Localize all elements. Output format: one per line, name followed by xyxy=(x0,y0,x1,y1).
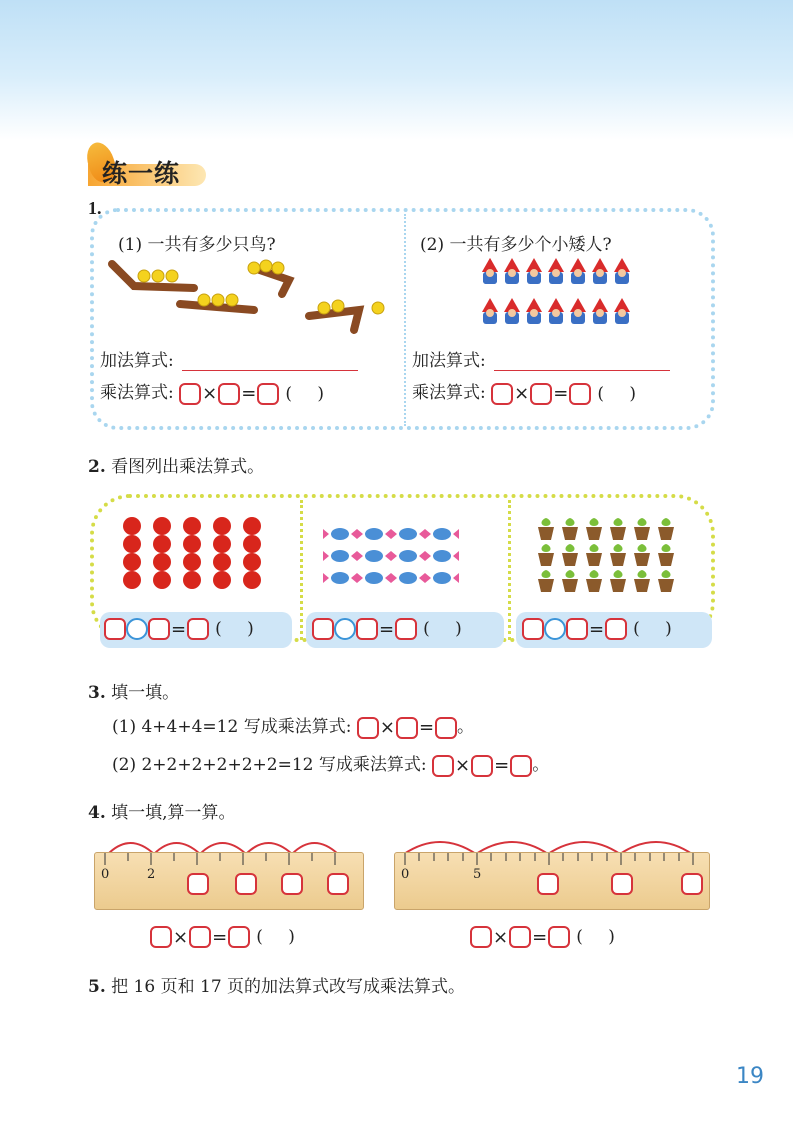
answer-box[interactable] xyxy=(509,926,531,948)
q3-item-label: (2) 2+2+2+2+2+2=12 写成乘法算式: xyxy=(112,755,427,775)
answer-box[interactable] xyxy=(530,383,552,405)
potted-plant-icon xyxy=(658,570,674,592)
answer-box[interactable] xyxy=(104,618,126,640)
candy-icon xyxy=(323,528,357,540)
q2-divider xyxy=(300,500,303,640)
answer-box[interactable] xyxy=(327,873,349,895)
potted-plant-icon xyxy=(610,570,626,592)
potted-plant-icon xyxy=(610,544,626,566)
potted-plant-icon xyxy=(634,544,650,566)
candy-icon xyxy=(391,572,425,584)
candy-icon xyxy=(357,572,391,584)
candy-icon xyxy=(391,528,425,540)
potted-plant-icon xyxy=(538,570,554,592)
unit-paren[interactable]: ( ) xyxy=(256,927,305,947)
q1-left-mul xyxy=(100,378,334,405)
potted-plant-icon xyxy=(586,544,602,566)
section-title-text: 练一练 xyxy=(102,159,181,188)
q4-text: 填一填,算一算。 xyxy=(111,803,236,823)
answer-box[interactable] xyxy=(510,755,532,777)
answer-box[interactable] xyxy=(522,618,544,640)
potted-plant-icon xyxy=(562,570,578,592)
bird-icon xyxy=(212,294,224,306)
q1-right-prompt: (2) 一共有多少个小矮人? xyxy=(420,235,612,255)
equals-sign: = xyxy=(532,926,548,948)
potted-plant-icon xyxy=(634,518,650,540)
q3-item-label: (1) 4+4+4=12 写成乘法算式: xyxy=(112,717,352,737)
bird-icon xyxy=(198,294,210,306)
equals-sign: = xyxy=(494,755,510,776)
potted-plant-icon xyxy=(586,570,602,592)
times-sign: × xyxy=(455,755,471,776)
birds-illustration xyxy=(104,258,404,338)
dwarfs-illustration xyxy=(480,258,640,336)
times-sign: × xyxy=(493,926,509,948)
answer-box[interactable] xyxy=(491,383,513,405)
answer-box[interactable] xyxy=(281,873,303,895)
candy-icon xyxy=(323,550,357,562)
ruler-label-0: 0 xyxy=(101,867,110,882)
bird-icon xyxy=(138,270,150,282)
unit-paren[interactable]: ( ) xyxy=(285,383,334,404)
times-sign: × xyxy=(379,717,395,738)
answer-box[interactable] xyxy=(548,926,570,948)
plants-illustration xyxy=(536,518,686,596)
candy-icon xyxy=(357,528,391,540)
candy-icon xyxy=(425,528,459,540)
add-label: 加法算式: xyxy=(412,351,486,371)
ruler-2 xyxy=(394,852,710,910)
answer-box[interactable] xyxy=(187,618,209,640)
ruler-label-2: 2 xyxy=(147,867,156,882)
add-label: 加法算式: xyxy=(100,351,174,371)
header-band xyxy=(0,0,793,140)
candy-icon xyxy=(425,550,459,562)
answer-box[interactable] xyxy=(569,383,591,405)
bird-icon xyxy=(226,294,238,306)
q4-formula-1 xyxy=(150,926,305,948)
q5-number: 5. xyxy=(88,977,106,997)
candied-haws-icon xyxy=(183,517,201,589)
bird-icon xyxy=(248,262,260,274)
candied-haws-icon xyxy=(243,517,261,589)
candy-icon xyxy=(323,572,357,584)
bird-icon xyxy=(372,302,384,314)
candy-icon xyxy=(391,550,425,562)
q2-answer-strip-3 xyxy=(516,612,712,648)
answer-box[interactable] xyxy=(357,717,379,739)
period: 。 xyxy=(532,755,550,775)
q1-right-mul xyxy=(412,378,646,405)
q4-heading xyxy=(88,798,236,823)
ruler-1 xyxy=(94,852,364,910)
answer-box[interactable] xyxy=(395,618,417,640)
potted-plant-icon xyxy=(658,518,674,540)
answer-box[interactable] xyxy=(432,755,454,777)
unit-paren[interactable]: ( ) xyxy=(633,619,682,639)
answer-line[interactable] xyxy=(494,369,670,371)
candied-haws-icon xyxy=(153,517,171,589)
page-number: 19 xyxy=(736,1064,764,1089)
q3-number: 3. xyxy=(88,683,106,703)
q2-divider xyxy=(508,500,511,640)
unit-paren[interactable]: ( ) xyxy=(597,383,646,404)
q3-item-2 xyxy=(112,750,549,777)
bird-icon xyxy=(166,270,178,282)
q2-number: 2. xyxy=(88,457,106,477)
unit-paren[interactable]: ( ) xyxy=(215,619,264,639)
period: 。 xyxy=(457,717,475,737)
ruler-label-5: 5 xyxy=(473,867,482,882)
answer-box[interactable] xyxy=(150,926,172,948)
answer-box[interactable] xyxy=(179,383,201,405)
equals-sign: = xyxy=(212,926,228,948)
q4-number: 4. xyxy=(88,803,106,823)
answer-box[interactable] xyxy=(187,873,209,895)
potted-plant-icon xyxy=(538,518,554,540)
unit-paren[interactable]: ( ) xyxy=(576,927,625,947)
operator-circle[interactable] xyxy=(126,618,148,640)
answer-box[interactable] xyxy=(537,873,559,895)
answer-box[interactable] xyxy=(356,618,378,640)
mul-label: 乘法算式: xyxy=(100,383,174,403)
q3-item-1 xyxy=(112,712,474,739)
potted-plant-icon xyxy=(658,544,674,566)
q3-heading xyxy=(88,678,179,703)
q1-right-add xyxy=(412,346,670,371)
equals-sign: = xyxy=(241,383,257,404)
section-title xyxy=(88,150,208,188)
operator-circle[interactable] xyxy=(544,618,566,640)
bird-icon xyxy=(260,260,272,272)
answer-box[interactable] xyxy=(228,926,250,948)
candied-haws-icon xyxy=(213,517,231,589)
candied-haws-illustration xyxy=(118,516,268,600)
times-sign: × xyxy=(202,383,218,404)
q2-heading xyxy=(88,452,264,477)
equals-sign: = xyxy=(553,383,569,404)
answer-box[interactable] xyxy=(218,383,240,405)
operator-circle[interactable] xyxy=(334,618,356,640)
q4-formula-2 xyxy=(470,926,625,948)
answer-box[interactable] xyxy=(235,873,257,895)
potted-plant-icon xyxy=(562,518,578,540)
answer-box[interactable] xyxy=(148,618,170,640)
times-sign: × xyxy=(514,383,530,404)
equals-sign: = xyxy=(418,717,435,738)
answer-box[interactable] xyxy=(605,618,627,640)
bird-icon xyxy=(318,302,330,314)
q1-left-prompt: (1) 一共有多少只鸟? xyxy=(118,235,276,255)
answer-box[interactable] xyxy=(257,383,279,405)
q5-text: 把 16 页和 17 页的加法算式改写成乘法算式。 xyxy=(111,977,466,997)
q5-heading xyxy=(88,972,465,997)
equals-sign: = xyxy=(379,618,395,640)
potted-plant-icon xyxy=(586,518,602,540)
unit-paren[interactable]: ( ) xyxy=(423,619,472,639)
answer-line[interactable] xyxy=(182,369,358,371)
answer-box[interactable] xyxy=(435,717,457,739)
bird-icon xyxy=(272,262,284,274)
potted-plant-icon xyxy=(562,544,578,566)
q1-divider xyxy=(404,214,406,426)
candy-icon xyxy=(425,572,459,584)
potted-plant-icon xyxy=(538,544,554,566)
answer-box[interactable] xyxy=(396,717,418,739)
candy-illustration xyxy=(322,524,482,594)
potted-plant-icon xyxy=(610,518,626,540)
bird-icon xyxy=(152,270,164,282)
answer-box[interactable] xyxy=(611,873,633,895)
answer-box[interactable] xyxy=(471,755,493,777)
ruler-label-0: 0 xyxy=(401,867,410,882)
answer-box[interactable] xyxy=(681,873,703,895)
mul-label: 乘法算式: xyxy=(412,383,486,403)
answer-box[interactable] xyxy=(566,618,588,640)
answer-box[interactable] xyxy=(470,926,492,948)
q2-text: 看图列出乘法算式。 xyxy=(111,457,265,477)
equals-sign: = xyxy=(171,618,187,640)
q2-answer-strip-1 xyxy=(100,612,292,648)
bird-icon xyxy=(332,300,344,312)
q2-answer-strip-2 xyxy=(306,612,504,648)
q3-text: 填一填。 xyxy=(111,683,180,703)
q1-number: 1. xyxy=(88,198,102,218)
q1-left-add xyxy=(100,346,358,371)
equals-sign: = xyxy=(589,618,605,640)
candied-haws-icon xyxy=(123,517,141,589)
answer-box[interactable] xyxy=(312,618,334,640)
candy-icon xyxy=(357,550,391,562)
answer-box[interactable] xyxy=(189,926,211,948)
times-sign: × xyxy=(173,926,189,948)
potted-plant-icon xyxy=(634,570,650,592)
